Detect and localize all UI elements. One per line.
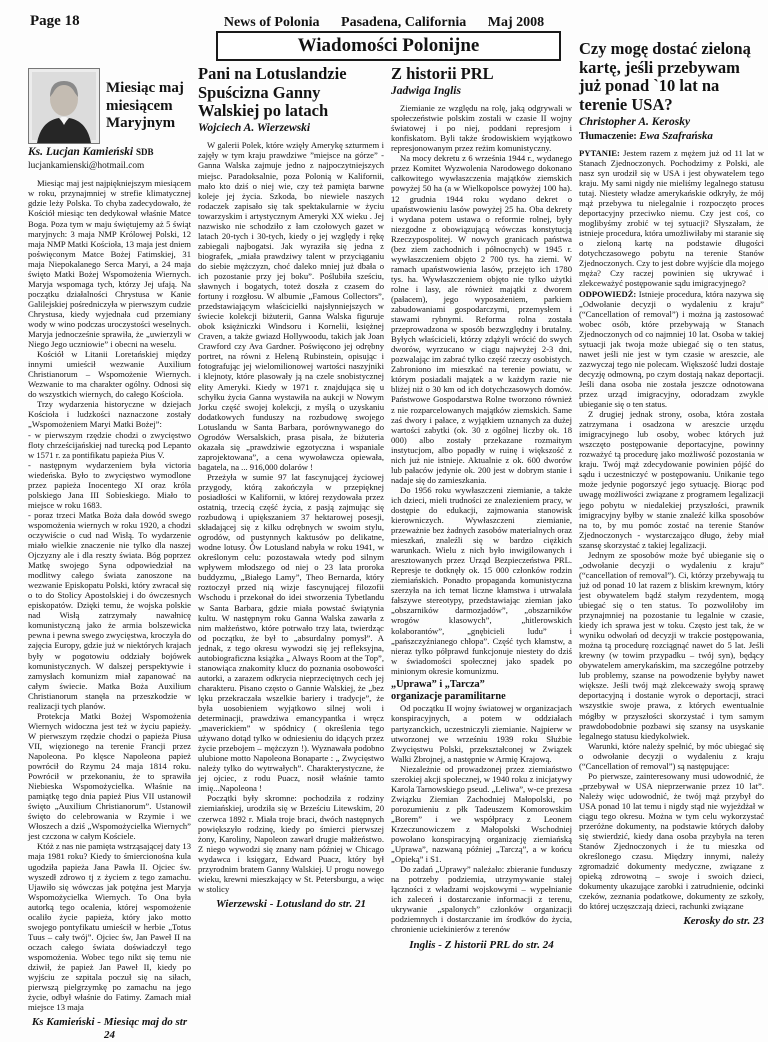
question-label: PYTANIE: [579,147,620,158]
article-title: Czy mogę dostać zieloną kartę, jeśli przebywam już ponad `10 lat na terenie USA? [579,39,751,114]
article-paragraph: Miesiąc maj jest najpiękniejszym miesiącem w roku, przynajmniej w strefie klimatycznej gdzie leży Polska. To chyba zadecydowało, że Kościół miesiąc ten dedykował właśnie Matce Boga. Poza tym w maju świętujemy aż 5 świąt maryjnych: 3 maja NMP Królowej Polski, 12 maja NMP Matki Kościoła, 13 maja jest dniem poświęconym Matce Bożej Fatimskiej, 31 maja Niepokalanego Serca Maryi, a 24 maja święto Matki Bożej Wspomożenia Wiernych. Maryja wspomaga tych, którzy Jej ufają. Na początku działalności Chrystusa w Kanie Galilejskiej pośredniczyła w pierwszym cudzie Chrystusa, kiedy wyjednała cud przemiany wody w wino podczas uroczystości weselnych. Maryja jednocześnie sprawiła, że „uwierzyli w Niego Jego uczniowie” i obecni na weselu. [28,178,191,350]
article-paragraph: - poraz trzeci Matka Boża dała dowód swego wspomożenia wiernych w roku 1920, a chodzi oczywiście o cud nad Wisłą. To wydarzenie miało wielkie znaczenie nie tylko dla naszej Ojczyzny ale i dla reszty świata. Bóg poprzez Matkę swojego Syna odpowiedział na modlitwy całego świata zanoszone na wezwanie Episkopatu Polski, który zwracał się o to do Stolicy Apostolskiej i do ówczesnych episkopatów. Dzięki temu, że wojska polskie nad Wisłą zatrzymały nawałnicę komunistyczną jako że armia bolszewicka pewna i pewna swego zwycięstwa, kroczyła do zajęcia Europy, gdzie już w niektórych krajach były w pogotowiu oddziały bojówek komunistycznych. W dalszej perspektywie i zamysłach komunizm miał zapanować na całym świecie. Matka Boża Auxilium Christianorum stanęła na przeszkodzie w realizacji tych planów. [28,509,191,711]
article-paragraph: Przeżyła w sumie 97 lat fascynującej życiowej przygody, którą zakończyła w przepięknej posiadłości w Kalifornii, w której rezydowała przez ostatnią, trzecią część życia, z pasją zajmując się rozbudową i upiększaniem 37 hektarowej posesji, składającej się z kilku odrębnych w swoim stylu, ogrodów, od pustynnych kaktusów po delikatne, wodne lotusy. Ów Lotusland nabyła w roku 1941, w określonym celu: pozostawała wtedy pod silnym wpływem młodszego od niej o 23 lata proroka buddyzmu, „Białego Lamy”, Theo Bernarda, który roztoczył przed nią wizje fascynującej filozofii Wschodu i przekonał do idei stworzenia Tybetlandu w Santa Barbara, gdzie miała powstać świątynia kultu. W następnym roku Ganna Walska zawarła z nim małżeństwo, które potrwało trzy lata, twierdząc od początku, że był to „absurdalny pomysł”. A jednak, z tego okresu wywodzi się jej refleksyjna, autobiograficzna książka „ Always Room at the Top”, stanowiąca znakomity klucz do poznania osobowości autorki, a zarazem odkrycia nieprzeciętnych cech jej charakteru. Pisano często o Gannie Walskiej, że „bez lęku przekraczała wszelkie bariery i tradycje”, że była uosobieniem wyjątkowo silnej woli i determinacji, prawdziwa emancypantka i wręcz „maverickiem” w spódnicy ( określenia tego używano dotąd tylko w odniesieniu do idących przez życie przebojem – mężczyzn !). Wyznawała podobno ulubione motto Napoleona Bonaparte : „ Zwycięstwo należy tylko do wytrwałych”. Charakterystyczne, że jej ojciec, z rodu Puacz, nosił właśnie tamto imię...Napoleona ! [198,471,384,794]
answer-paragraph [579,289,764,410]
article-title: Pani na Lotuslandzie Spuścizna Ganny Walskiej po latach [198,64,347,121]
question-paragraph [579,148,764,289]
article-paragraph: - następnym wydarzeniem była victoria wiedeńska. Było to zwycięstwo wymodlone przez papieża Inocentego XI oraz króla polskiego Jana III Sobieskiego. Miało to miejsce w roku 1683. [28,459,191,510]
article-paragraph: Do 1956 roku wywłaszczeni ziemianie, a także ich dzieci, mieli trudności ze znalezieniem pracy, w dostępie do edukacji, zajmowania stanowisk kierowniczych. Wywłaszczeni ziemianie, przeważnie bez żadnych zasobów materialnych oraz mieszkań, znaleźli się w bardzo ciężkich warunkach. Wielu z nich było inwigilowanych i aresztowanych przez Urząd Bezpieczeństwa PRL. Represje te dotknęły ok. 15 000 członków rodzin ziemiańskich. Ponadto propaganda komunistyczna szerzyła na ich temat liczne kłamstwa i utrwalała fałszywe stereotypy, przedstawiając ziemian jako „obszarników darmozjadów”, „obszarników wrogów klasowych”, „hitlerowskich kolaborantów”, „gnębicieli ludu” i „pańszczyźnianego chłopa”. Część tych kłamstw, a nieraz tylko półprawd funkcjonuje niestety do dziś w świadomości społecznej jako spadek po minionym okresie komunizmu. [391,484,572,676]
question-text: Jestem razem z mężem już od 11 lat w Stanach Zjednoczonych. Pochodzimy z Polski, ale nasz syn urodził się w USA i jest obywatelem tego kraju. My sami nigdy nie mieliśmy legalnego statusu tutaj. Niestety władze amerykańskie odkryły, że mój mąż przebywa tu nielegalnie i rozpoczęto proces deportacyjny przeciwko niemu. Czy jest coś, co moglibyśmy zrobić w tej sytuacji? Słyszałam, że istnieje procedura, która umożliwiłaby mi staranie się o zieloną kartę na podstawie długości dotychczasowego pobytu na terenie Stanów Zjednoczonych. Czy to jest dobre wyjście dla mojego męża? Czy raczej powinien się ukrywać i zlekceważyć postępowanie sądu imigracyjnego? [579,147,764,289]
article-paragraph: Na mocy dekretu z 6 września 1944 r., wydanego przez Komitet Wyzwolenia Narodowego dokonano całkowitego wywłaszczenia majątków ziemskich powyżej 50 ha (a w Wielkopolsce powyżej 100 ha). 12 grudnia 1944 roku wydano dekret o upaństwowieniu lasów powyżej 25 ha. Oba dekrety i wydana potem ustawa o reformie rolnej, były niezgodne z obowiązującą wówczas konstytucją Rzeczypospolitej. W nowych granicach państwa (bez ziem zachodnich i północnych) w 1945 r. wywłaszczeniem objęto 2 700 tys. ha ziemi. W ramach upaństwowienia lasów, przejęto ich 1780 tys. ha. Wywłaszczeniem objęto nie tylko użytki rolne i lasy, ale również majątki z dworem (pałacem), jego wyposażeniem, parkiem zabudowaniami gospodarczymi, przemysłem i stawami rybnymi. Reforma rolna została przeprowadzona w sposób bezwzględny i brutalny. Byłych właścicieli, którzy zdążyli wrócić do swych dworów, wyrzucano w ciągu najwyżej 2-3 dni, pozwalając im zabrać tylko część rzeczy osobistych. Zabroniono im mieszkać na terenie powiatu, w którym posiadali majątek a w każdym razie nie bliżej niż o 30 km od ich dotychczasowych domów. Państwowe Gospodarstwa Rolne tworzono również z nie rozparcelowanych majątków ziemskich. Same zaś dwory i pałace, z wyjątkiem uznanych za dużej wartości zabytki (ok. 30 z ogólnej liczby ok. 18 000) albo zostały przekazane rozmaitym instytucjom, albo popadły w ruinę i większość z nich już nie istnieje. Aktualnie z ok. 600 dworów lub pałaców jedynie ok. 200 jest w dobrym stanie i nadaje się do zamieszkania. [391,153,572,485]
article-lotusland [198,65,384,1042]
article-header [28,68,191,144]
masthead-location: Pasadena, California [341,15,467,30]
article-paragraph: - w pierwszym rzędzie chodzi o zwycięstwo floty chrześcijańskiej nad turecką pod Lepanto w 1571 r. za pontifikatu papieża Pius V. [28,429,191,460]
continuation-note: Wierzewski - Lotusland do str. 21 [216,897,366,910]
article-paragraph: Niezależnie od prowadzonej przez ziemiaństwo szerokiej akcji społecznej, w 1940 roku z inicjatywy Karola Tarnowskiego pseud. „Leliwa”, w-ce prezesa Związku Ziemian Zachodniej Małopolski, po porozumieniu z płk Tadeuszem Komorowskim „Borem” i we współpracy z Leonem Krzeczunowiczem z Małopolski Wschodniej powołano konspiracyjną organizację ziemiańską „Uprawa”, nazwaną później „Tarczą”, a w końcu „Opieką” i S1. [391,763,572,865]
article-paragraph: Ziemianie ze względu na rolę, jaką odgrywali w społeczeństwie polskim zostali w czasie II wojny światowej i po niej, poddani represjom i konfiskatom. Byli także środowiskiem wyjątkowo represjonowanym przez reżim komunistyczny. [391,103,572,154]
page-number: Page 18 [30,13,80,29]
article-paragraph: Warunki, które należy spełnić, by móc ubiegać się o odwołanie decyzji o wydaleniu z kraju (“Cancellation of removal”) są następujące: [579,740,764,771]
article-paragraph: W galerii Polek, które wzięły Amerykę szturmem i zajęły w tym kraju prawdziwe ”miejsce na górze” - Ganna Walska zajmuje jedno z najpoczytniejszych miejsc. Paradoksalnie, poza Polonią w Kalifornii, mało kto dziś o niej wie, czy też pamięta barwne koleje jej życia. Szkoda, bo niewiele naszych rodaczek zapisało się tak spektakularnie w życiu towarzyskim i artystycznym Ameryki XX wieku . Jej nazwisko nie schodziło z łam czołowych gazet w latach 20-tych i 30-tych, kiedy o jej względy i rękę zabiegali najbogatsi. Jak wyraziła się jedna z biografek, „miała prawdziwy talent w przyciąganiu do siebie mężczyzn, choć daleko mniej już dbała o ich pozostanie przy jej boku”. Poślubiła sześciu, sławnych i bogatych, toteż doszła z czasem do fortuny i rozgłosu. W albumie „Famous Collectors”, przedstawiającym właścicielki najsłynniejszych w świecie kolekcji biżuterii, Ganna Walska figuruje obok księżniczki Windsoru i Kornelii, księżnej Craven, a także gwiazd Hollywoodu, takich jak Joan Crawford czy Ava Gardner. Poświęcono jej odrębny portret, na równi z Heleną Rubinstein, opisując i fotografując jej wielomilionowej wartości naszyjniki i klejnoty, które plasowały ją na czele snobistycznej elity Ameryki. Kiedy w 1971 r. znajdująca się u schyłku życia Ganna wystawiła na aukcji w Nowym Jorku część swojej kolekcji, z myślą o uzyskaniu dodatkowych funduszy na rozbudowę swojego Lotuslandu w Santa Barbara, porównywanego do Ogrodów Wersalskich, prasa pisała, że biżuteria okazała się „prawdziwie egzotyczna i wspaniale zaprojektowana”, a cena wywoławcza opiewała, bagatela, na ... 916,000 dolarów ! [198,140,384,472]
article-author: Wojciech A. Wierzewski [198,121,311,134]
masthead-name: News of Polonia [223,15,320,30]
author-suffix: SDB [136,147,154,157]
author-name: Ks. Lucjan Kamieński [28,146,134,158]
continuation-note: Kerosky do str. 23 [683,915,764,928]
masthead [0,15,768,31]
article-miesiac-maj [28,68,191,1042]
answer-label: ODPOWIEDŹ: [579,288,637,299]
article-z-historii-prl [391,65,572,1042]
article-paragraph: Po pierwsze, zainteresowany musi udowodnić, że „przebywał w USA nieprzerwanie przez 10 lat”. Należy więc udowodnić, że twój mąż przybył do USA ponad 10 lat temu i nigdy stąd nie wyjeżdżał w ciągu tego okresu. Można w tym celu wykorzystać przeróżne dokumenty, na podstawie których dałoby się stwierdzić, kiedy dana osoba przybyła na teren Stanów Zjednoczonych i że tu mieszka od określonego czasu. Międzry innymi, należy zgromadzić dokumenty medyczne, związane z opieką zdrowotną – swoje i swoich dzieci, dokumenty ukazujące zarobki i zatrudnienie, odcinki czeków, zeznania podatkowe, dokumenty ze szkoły, do której uczęszczają dzieci, rachunki związane [579,770,764,912]
translator-name: Ewa Szafrańska [639,130,713,143]
article-paragraph: Do zadań „Uprawy” należało: zbieranie funduszy na potrzeby podziemia, utrzymywanie stałej łączności z władzami wojskowymi – wypełnianie ich zaleceń i dostarczanie informacji z terenu, ukrywanie „spalonych” członków organizacji podziemnych i dostarczanie im środków do życia, chronienie uciekinierów z terenów [391,864,572,935]
article-paragraph: Jednym ze sposobów może być ubieganie się o „odwołanie decyzji o wydaleniu z kraju” (“cancellation of removal”). Ci, którzy przebywają tu już od ponad 10 lat razem z bliskim krewnym, który jest obywatelem bądź stałym rezydentem, mogą ubiegać się o ten status. To pozwoliłoby im przynajmniej na pozostanie tu legalnie w czasie, kiedy ich sprawa jest w toku. Często jest tak, że w wyniku odwołań od decyzji w trakcie postępowania, można tą procedurę rozciągnąć nawet do 5 lat. Jeśli krewny (w towim przypadku – twój syn), będący obywatelem amerykańskim, ma szczególne potrzeby lub problemy, szanse na powodzenie byłyby nawet większe. Jeśli twój mąż zlekceważy swoją sprawę deportacyjną i dostanie wyrok o deportacji, straci wszystkie swoje prawa, z których ewentualnie mógłby w przyszłości skorzystać i tym samym prawdobodobnie pozbawi się szansy na usyskanie legalnego statusu kiedykolwiek. [579,549,764,741]
article-title: Z historii PRL [391,64,494,83]
continuation-note: Ks Kamieński - Miesiąc maj do str 24 [31,1016,188,1042]
article-paragraph: Początki były skromne: pochodziła z rodziny ziemiańskiej, urodziła się w Brześciu Litewskim, 20 czerwca 1892 r. Miała troje braci, dwóch następnych powiększyło rodzinę, kiedy po śmierci pierwszej żony, Karoliny, Napoleon zawarł drugie małżeństwo. Z niego wywodzi się znany nam później w Chicago wydawca i księgarz, Edward Puacz, który był przyrodnim bratem Ganny Walskiej. U progu nowego wieku, krewni mieszkający w St. Petersburgu, a więc w stolicy [198,793,384,894]
article-paragraph: Trzy wydarzenia historyczne w dziejach Kościoła i ludzkości naznaczone zostały „Wspomożeniem Maryi Matki Bożej”: [28,399,191,430]
continuation-note: Inglis - Z historii PRL do str. 24 [409,938,554,951]
section-title: Wiadomości Polonijne [297,35,480,56]
article-paragraph: Protekcja Matki Bożej Wspomożenia Wiernych widoczna jest też w życiu papieży. W pierwszym rzędzie chodzi o papieża Piusa VII, więzionego na terenie Francji przez Napoleona. Po klęsce Napoleona papież powrócił do Rzymu 24 maja 1814 roku. Powrócił w przekonaniu, że to sprawiła Niebieska Wspomożycielka. Właśnie na pamiątkę tego dnia papież Pius VII ustanowił święto „Auxilium Christianorum”. Ustanowił święto do celebrowania w Rzymie i we Włoszech a dziś „Wspomożycielka Wiernych” jest czczona w całym Kościele. [28,710,191,842]
subhead-line: „Uprawa” i „Tarcza” [391,678,485,690]
masthead-date: Maj 2008 [487,15,545,30]
translator-line [579,130,764,143]
article-paragraph: Od początku II wojny światowej w organizacjach konspiracyjnych, a potem w oddziałach partyzanckich, uczestniczyli ziemianie. Najpierw w utworzonej we wrześniu 1939 roku Służbie Zwycięstwu Polski, przekształconej w Związek Walki Zbrojnej, a następnie w Armię Krajową. [391,703,572,764]
answer-text: Istnieje procedura, która nazywa się „Odwołanie decyzji o wydaleniu z kraju” (“Cancellation of removal”) i można ją zastosować wobec osób, które przebywają w Stanach Zjednoczonych od co najmniej 10 lat. Osoba w takiej sytuacji jak twoja może ubiegać się o ten status, nawet jeśli nie jest w tym czasie w areszcie, ale zazwyczaj tego nie polecam. Większość ludzi dostaje decyzję odmowną, po czym dostają nakaz deportacji. Jeśli dana osoba nie została jeszcze odnotowana przez urząd imigracyjny, odoradzam zwykle ubieganie się o ten status. [579,288,764,410]
article-title: Miesiąc maj miesiącem Maryjnym [106,80,184,132]
article-subhead [391,679,572,703]
columns [28,40,764,1042]
author-email: lucjankamienski@hotmail.com [28,161,145,172]
article-author: Jadwiga Inglis [391,84,461,97]
article-author: Christopher A. Kerosky [579,115,691,128]
priest-portrait-photo [28,68,100,144]
article-paragraph: Kościół w Litanii Loretańskiej między innymi umieścił wezwanie Auxilium Christianorum – Wspomożenie Wiernych. Wezwanie to ma charakter ogólny. Odnosi się do wszystkich wiernych, do całego Kościoła. [28,349,191,400]
article-paragraph: Któż z nas nie pamięta wstrząsającej daty 13 maja 1981 roku? Kiedy to śmiercionośna kula ugodziła papieża Jana Pawła II. Ojciec św. wyszedł zdrowo tj z życiem z tego zamachu. Ujawiło się wówczas jak potężna jest Maryja Wspomożycielka Wiernych. To Ona była autorką tego ocalenia, której wspomożenie ocaliło życie papieża, który jako motto swojego pontyfikatu umieścił w herbie „Totus Tuus – cały twój”. Ojciec św, Jan Paweł II na oczach całego świata doświadczył tego wspomożenia. Wobec tego nikt się temu nie dziwił, że papież Jan Paweł II, kiedy po wyjściu ze szpitala poczuł się na siłach, pierwszą pielgrzymkę po zamachu na jego życie, odbył właśnie do Fatimy. Zamach miał miejsce 13 maja [28,841,191,1013]
subhead-line: organizacje paramilitarne [391,690,506,702]
article-zielona-karta [579,40,764,1042]
translator-label: Tłumaczenie: [579,131,637,143]
article-paragraph: Z drugiej jednak strony, osoba, która została zatrzymana i osadzona w areszcie urzędu imigracyjnego lub osoby, wobec których już wszczęto postępowanie deportacyjne, powinny rozważyć tą procedurę jako możliwość pozostania w kraju. Twój mąż zdecydowanie powinien pójść do sądu i uczestniczyć w postępowaniu. Unikanie tego może jedynie pogorszyć jego sytuację. Biorąc pod uwagę możliwości związane z programem legalizacji jego pobytu w niedalekiej przyszłości, prawnik imigracyjny byłby w stanie znaleźć kilka sposobów na to, by mu pomóc zostać na terenie Stanów Zjednoczonych - wystarczająco długo, żeby miał szansę skorzystać z takiej legalizacji. [579,409,764,550]
article-author [28,146,191,159]
